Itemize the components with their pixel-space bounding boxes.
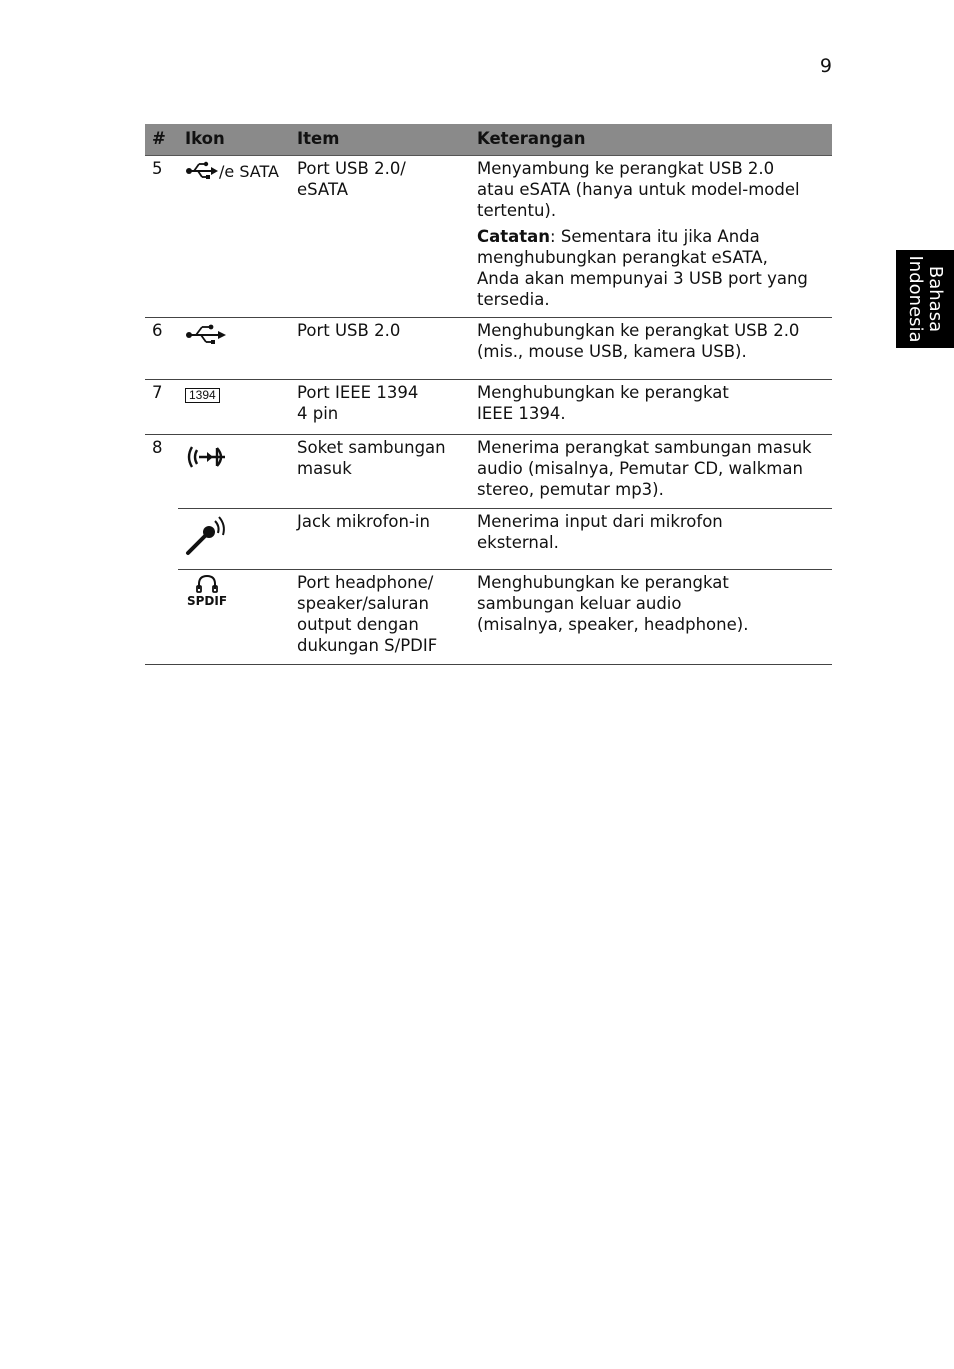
item-line: Jack mikrofon-in	[297, 512, 430, 531]
desc-line: Menghubungkan ke perangkat	[477, 573, 729, 592]
item-line: masuk	[297, 459, 352, 478]
note-text	[477, 226, 832, 247]
spdif-label: SPDIF	[186, 594, 228, 608]
microphone-icon	[185, 515, 229, 557]
table-row-6	[145, 318, 832, 380]
usb-icon	[185, 322, 227, 346]
subrow-line-in	[178, 435, 832, 509]
table-row-5	[145, 156, 832, 318]
desc-line: (mis., mouse USB, kamera USB).	[477, 342, 747, 361]
note-line: : Sementara itu jika Anda	[550, 227, 760, 246]
desc-line: atau eSATA (hanya untuk model-model	[477, 180, 800, 199]
row-number: 5	[152, 159, 163, 178]
header-item: Item	[297, 129, 340, 148]
table-row-7	[145, 380, 832, 435]
note-label: Catatan	[477, 227, 551, 246]
header-num: #	[152, 129, 166, 148]
desc-line: tertentu).	[477, 201, 557, 220]
usb-esata-icon	[185, 160, 279, 182]
side-tab-label	[905, 255, 945, 342]
note-line: Anda akan mempunyai 3 USB port yang	[477, 269, 808, 288]
line-in-icon	[185, 442, 227, 472]
language-side-tab	[896, 250, 954, 348]
row-description	[477, 320, 832, 362]
desc-line: audio (misalnya, Pemutar CD, walkman	[477, 459, 803, 478]
desc-line: Menghubungkan ke perangkat	[477, 383, 729, 402]
item-line: 4 pin	[297, 404, 339, 423]
subrow-microphone	[178, 509, 832, 570]
row-item	[297, 382, 472, 424]
row-number: 6	[152, 321, 163, 340]
item-line: Port USB 2.0/	[297, 159, 406, 178]
row-description	[477, 511, 832, 553]
row-item	[297, 511, 472, 532]
row-number: 8	[152, 438, 163, 457]
row-description	[477, 382, 832, 424]
desc-line: Menghubungkan ke perangkat USB 2.0	[477, 321, 800, 340]
item-line: dukungan S/PDIF	[297, 636, 438, 655]
desc-line: (misalnya, speaker, headphone).	[477, 615, 749, 634]
desc-line: Menerima input dari mikrofon	[477, 512, 723, 531]
page-number: 9	[819, 55, 832, 77]
row-description	[477, 158, 832, 310]
desc-line: IEEE 1394.	[477, 404, 566, 423]
header-desc: Keterangan	[477, 129, 586, 148]
item-line: Port IEEE 1394	[297, 383, 419, 402]
side-tab-line1: Bahasa	[925, 265, 946, 333]
side-tab-line2: Indonesia	[905, 255, 926, 343]
esata-icon-label: /e SATA	[219, 161, 279, 181]
item-line: eSATA	[297, 180, 349, 199]
item-line: speaker/saluran	[297, 594, 429, 613]
ports-table	[145, 124, 832, 665]
desc-line: Menerima perangkat sambungan masuk	[477, 438, 812, 457]
row-item	[297, 437, 472, 479]
row-item	[297, 320, 472, 341]
desc-line: sambungan keluar audio	[477, 594, 682, 613]
subrow-headphone	[178, 570, 832, 664]
item-line: Port USB 2.0	[297, 321, 401, 340]
row-description	[477, 572, 832, 635]
row-description	[477, 437, 832, 500]
note-line: menghubungkan perangkat eSATA,	[477, 248, 768, 267]
header-icon: Ikon	[185, 129, 225, 148]
desc-line: Menyambung ke perangkat USB 2.0	[477, 159, 775, 178]
row-number: 7	[152, 383, 163, 402]
headphone-spdif-icon	[185, 574, 229, 608]
ieee1394-icon: 1394	[185, 388, 220, 403]
item-line: Port headphone/	[297, 573, 434, 592]
note-line: tersedia.	[477, 290, 550, 309]
table-header	[145, 124, 832, 156]
item-line: Soket sambungan	[297, 438, 446, 457]
row-item	[297, 572, 472, 656]
table-row-8	[145, 435, 832, 665]
desc-line: stereo, pemutar mp3).	[477, 480, 664, 499]
desc-line: eksternal.	[477, 533, 559, 552]
row-item	[297, 158, 472, 200]
item-line: output dengan	[297, 615, 419, 634]
